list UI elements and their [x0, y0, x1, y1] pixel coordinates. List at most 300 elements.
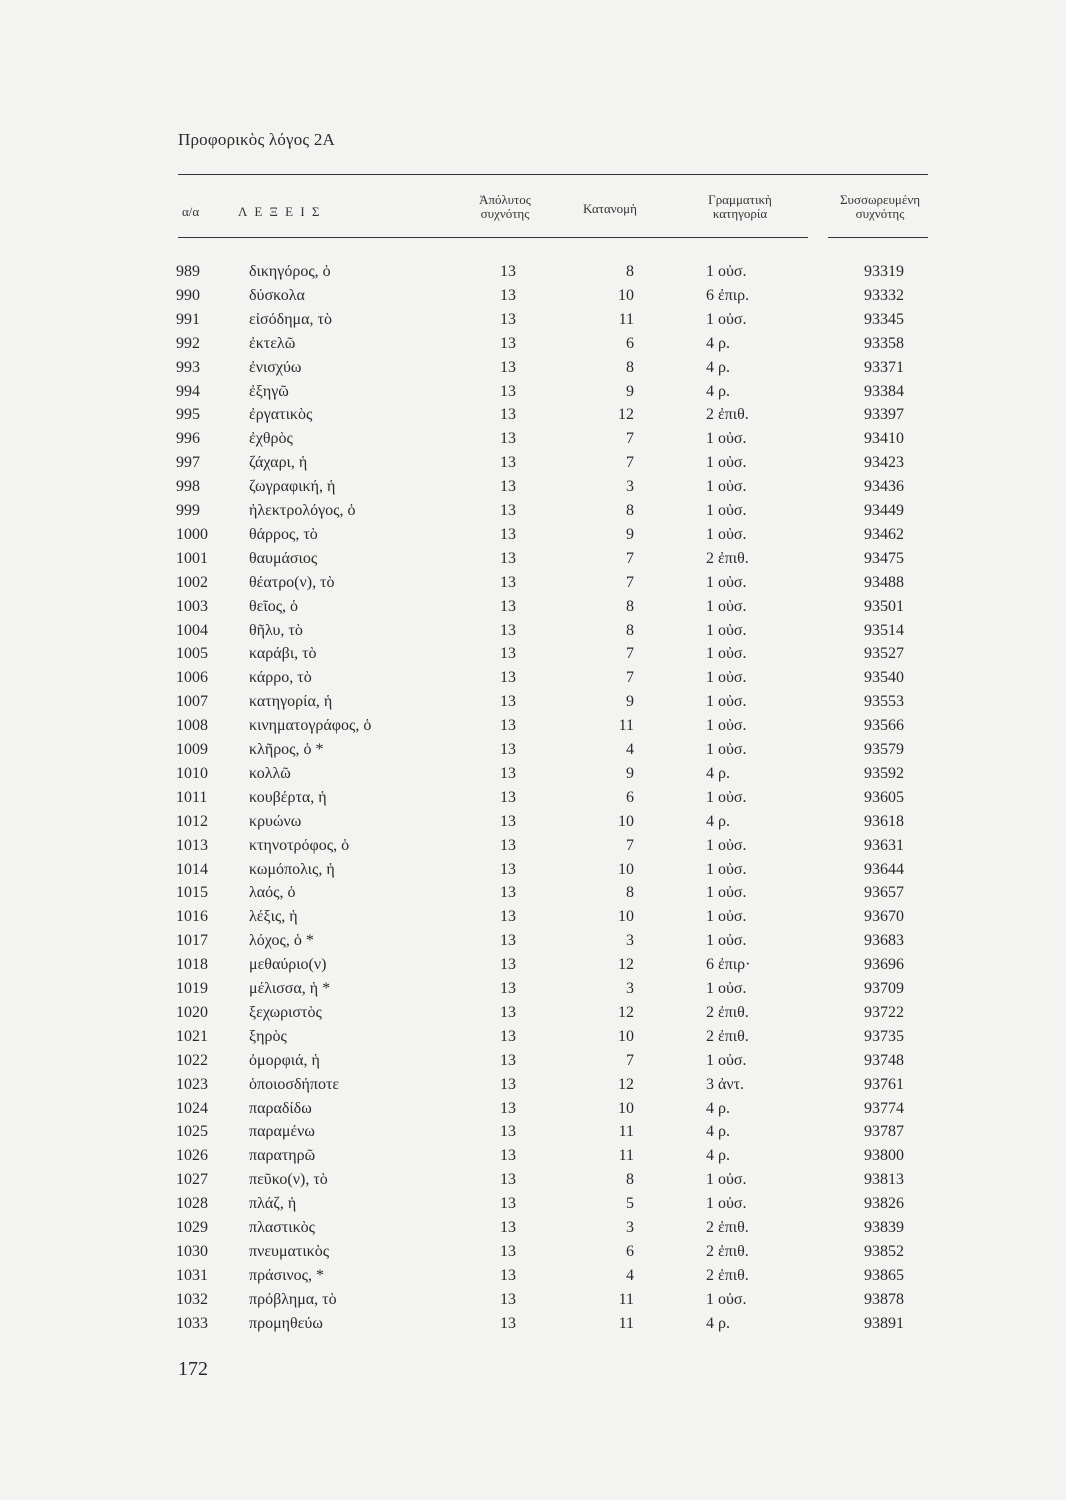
entry-number: 996 — [176, 430, 200, 448]
entry-word: δικηγόρος, ὁ — [249, 263, 331, 280]
entry-word: κάρρο, τὸ — [249, 669, 312, 687]
entry-word: μέλισσα, ἡ * — [249, 980, 331, 997]
header-rule-left — [178, 237, 808, 238]
entry-grammatical-category: 1 οὐσ. — [706, 454, 747, 472]
entry-cumulative-frequency: 93514 — [864, 621, 904, 639]
entry-number: 1023 — [176, 1075, 208, 1093]
table-row — [0, 475, 1066, 499]
entry-number: 1033 — [176, 1314, 208, 1332]
entry-number: 1014 — [176, 860, 208, 878]
entry-grammatical-category: 1 οὐσ. — [706, 621, 747, 639]
entry-distribution: 3 — [626, 478, 634, 496]
table-row — [0, 595, 1066, 619]
entry-absolute-frequency: 13 — [500, 525, 516, 543]
entry-number: 1007 — [176, 693, 208, 711]
entry-number: 1005 — [176, 645, 208, 663]
table-row — [0, 929, 1066, 953]
table-row — [0, 403, 1066, 427]
entry-word: θάρρος, τὸ — [249, 525, 318, 543]
entry-cumulative-frequency: 93332 — [864, 286, 904, 304]
table-row — [0, 308, 1066, 332]
entry-word: κτηνοτρόφος, ὁ — [249, 836, 350, 854]
table-row — [0, 1288, 1066, 1312]
entry-word: κωμόπολις, ἡ — [249, 860, 335, 878]
entry-absolute-frequency: 13 — [500, 1123, 516, 1141]
entry-absolute-frequency: 13 — [500, 908, 516, 926]
entry-cumulative-frequency: 93709 — [864, 980, 904, 997]
entry-absolute-frequency: 13 — [500, 573, 516, 591]
entry-grammatical-category: 1 οὐσ. — [706, 860, 747, 878]
table-row — [0, 523, 1066, 547]
entry-number: 1016 — [176, 908, 208, 926]
entry-distribution: 5 — [626, 1195, 634, 1213]
entry-cumulative-frequency: 93670 — [864, 908, 904, 926]
entry-cumulative-frequency: 93826 — [864, 1195, 904, 1213]
entry-number: 1012 — [176, 812, 208, 830]
entry-word: πνευματικὸς — [249, 1242, 330, 1260]
entry-absolute-frequency: 13 — [500, 884, 516, 902]
entry-absolute-frequency: 13 — [500, 597, 516, 615]
entry-absolute-frequency: 13 — [500, 764, 516, 782]
entry-grammatical-category: 2 ἐπιθ. — [706, 406, 749, 424]
entry-grammatical-category: 1 οὐσ. — [706, 1195, 747, 1213]
entry-number: 1001 — [176, 549, 208, 567]
entry-word: πλαστικὸς — [249, 1219, 315, 1236]
entry-absolute-frequency: 13 — [500, 478, 516, 496]
entry-cumulative-frequency: 93865 — [864, 1266, 904, 1284]
table-row — [0, 260, 1066, 284]
entry-grammatical-category: 1 οὐσ. — [706, 932, 747, 950]
entry-word: ἐνισχύω — [249, 358, 302, 376]
entry-distribution: 8 — [626, 1171, 634, 1189]
entry-distribution: 8 — [626, 621, 634, 639]
entry-word: θαυμάσιος — [249, 549, 318, 567]
entry-number: 998 — [176, 478, 200, 496]
entry-distribution: 7 — [626, 645, 634, 663]
entry-number: 989 — [176, 263, 200, 280]
entry-distribution: 7 — [626, 549, 634, 567]
entry-absolute-frequency: 13 — [500, 1242, 516, 1260]
entry-word: θεῖος, ὁ — [249, 597, 299, 615]
entry-grammatical-category: 1 οὐσ. — [706, 525, 747, 543]
table-row — [0, 786, 1066, 810]
entry-distribution: 10 — [618, 1027, 634, 1045]
table-row — [0, 810, 1066, 834]
entry-grammatical-category: 1 οὐσ. — [706, 884, 747, 902]
table-row — [0, 905, 1066, 929]
entry-grammatical-category: 1 οὐσ. — [706, 597, 747, 615]
entry-absolute-frequency: 13 — [500, 1099, 516, 1117]
entry-number: 1021 — [176, 1027, 208, 1045]
entry-cumulative-frequency: 93748 — [864, 1051, 904, 1069]
table-row — [0, 380, 1066, 404]
entry-absolute-frequency: 13 — [500, 1051, 516, 1069]
entry-grammatical-category: 6 ἐπιρ. — [706, 286, 750, 304]
entry-distribution: 3 — [626, 1219, 634, 1236]
entry-grammatical-category: 1 οὐσ. — [706, 669, 747, 687]
entry-grammatical-category: 1 οὐσ. — [706, 741, 747, 758]
entry-distribution: 7 — [626, 669, 634, 687]
entry-absolute-frequency: 13 — [500, 741, 516, 758]
table-row — [0, 332, 1066, 356]
entry-word: ἠλεκτρολόγος, ὁ — [249, 502, 356, 519]
entry-absolute-frequency: 13 — [500, 358, 516, 376]
entry-cumulative-frequency: 93774 — [864, 1099, 904, 1117]
entry-grammatical-category: 1 οὐσ. — [706, 717, 747, 735]
entry-cumulative-frequency: 93735 — [864, 1027, 904, 1045]
entry-grammatical-category: 1 οὐσ. — [706, 1051, 747, 1069]
table-row — [0, 714, 1066, 738]
entry-absolute-frequency: 13 — [500, 956, 516, 974]
table-row — [0, 571, 1066, 595]
entry-word: καράβι, τὸ — [249, 645, 317, 663]
entry-word: πράσινος, * — [249, 1266, 324, 1284]
entry-grammatical-category: 4 ρ. — [706, 358, 730, 376]
entry-cumulative-frequency: 93527 — [864, 645, 904, 663]
entry-distribution: 12 — [618, 1075, 634, 1093]
entry-number: 1018 — [176, 956, 208, 974]
table-row — [0, 547, 1066, 571]
entry-cumulative-frequency: 93657 — [864, 884, 904, 902]
entry-grammatical-category: 1 οὐσ. — [706, 908, 747, 926]
entry-absolute-frequency: 13 — [500, 1195, 516, 1213]
entry-distribution: 12 — [618, 956, 634, 974]
table-row — [0, 666, 1066, 690]
entry-distribution: 7 — [626, 454, 634, 472]
entry-number: 1019 — [176, 980, 208, 997]
entry-distribution: 8 — [626, 884, 634, 902]
table-row — [0, 738, 1066, 762]
entry-grammatical-category: 1 οὐσ. — [706, 1290, 747, 1308]
entry-cumulative-frequency: 93488 — [864, 573, 904, 591]
entry-grammatical-category: 4 ρ. — [706, 334, 730, 352]
page-number: 172 — [178, 1358, 208, 1380]
entry-grammatical-category: 1 οὐσ. — [706, 1171, 747, 1189]
entry-absolute-frequency: 13 — [500, 932, 516, 950]
entry-word: παρατηρῶ — [249, 1147, 316, 1165]
table-row — [0, 1025, 1066, 1049]
entry-distribution: 6 — [626, 788, 634, 806]
entry-distribution: 9 — [626, 382, 634, 400]
entry-cumulative-frequency: 93722 — [864, 1003, 904, 1021]
entry-word: εἰσόδημα, τὸ — [249, 310, 332, 328]
entry-cumulative-frequency: 93540 — [864, 669, 904, 687]
entry-word: ἐργατικὸς — [249, 406, 313, 424]
entry-word: ζωγραφική, ἡ — [249, 478, 336, 496]
entry-number: 1025 — [176, 1123, 208, 1141]
entry-absolute-frequency: 13 — [500, 812, 516, 830]
entry-word: ἐκτελῶ — [249, 334, 296, 352]
entry-grammatical-category: 2 ἐπιθ. — [706, 1219, 749, 1236]
entry-absolute-frequency: 13 — [500, 1219, 516, 1236]
entry-cumulative-frequency: 93501 — [864, 597, 904, 615]
entry-word: λαός, ὁ — [249, 884, 296, 902]
entry-word: θέατρο(ν), τὸ — [249, 573, 335, 591]
entry-absolute-frequency: 13 — [500, 286, 516, 304]
entry-cumulative-frequency: 93423 — [864, 454, 904, 472]
entry-cumulative-frequency: 93839 — [864, 1219, 904, 1236]
entry-grammatical-category: 2 ἐπιθ. — [706, 1003, 749, 1021]
entry-grammatical-category: 1 οὐσ. — [706, 788, 747, 806]
entry-number: 999 — [176, 502, 200, 519]
entry-absolute-frequency: 13 — [500, 1266, 516, 1284]
table-row — [0, 690, 1066, 714]
entry-absolute-frequency: 13 — [500, 836, 516, 854]
table-row — [0, 356, 1066, 380]
entry-grammatical-category: 2 ἐπιθ. — [706, 1027, 749, 1045]
entry-distribution: 7 — [626, 430, 634, 448]
entry-absolute-frequency: 13 — [500, 406, 516, 424]
entry-distribution: 7 — [626, 573, 634, 591]
entry-grammatical-category: 1 οὐσ. — [706, 502, 747, 519]
entry-grammatical-category: 6 ἐπιρ· — [706, 956, 751, 974]
entry-grammatical-category: 1 οὐσ. — [706, 430, 747, 448]
entry-grammatical-category: 1 οὐσ. — [706, 693, 747, 711]
entry-number: 1028 — [176, 1195, 208, 1213]
entry-absolute-frequency: 13 — [500, 693, 516, 711]
table-row — [0, 427, 1066, 451]
entry-absolute-frequency: 13 — [500, 1003, 516, 1021]
entry-cumulative-frequency: 93891 — [864, 1314, 904, 1332]
entry-number: 1030 — [176, 1242, 208, 1260]
entry-number: 1022 — [176, 1051, 208, 1069]
entry-number: 992 — [176, 334, 200, 352]
entry-cumulative-frequency: 93618 — [864, 812, 904, 830]
entry-number: 1000 — [176, 525, 208, 543]
entry-word: πρόβλημα, τὸ — [249, 1290, 337, 1308]
entry-distribution: 7 — [626, 1051, 634, 1069]
entry-number: 1003 — [176, 597, 208, 615]
header-absolute-frequency: Ἀπόλυτος συχνότης — [479, 192, 531, 221]
entry-cumulative-frequency: 93345 — [864, 310, 904, 328]
entry-word: ὁποιοσδήποτε — [249, 1075, 340, 1093]
table-row — [0, 1264, 1066, 1288]
entry-absolute-frequency: 13 — [500, 980, 516, 997]
entry-number: 1011 — [176, 788, 208, 806]
entry-distribution: 11 — [618, 717, 634, 735]
entry-absolute-frequency: 13 — [500, 1147, 516, 1165]
entry-cumulative-frequency: 93631 — [864, 836, 904, 854]
entry-cumulative-frequency: 93397 — [864, 406, 904, 424]
table-row — [0, 1001, 1066, 1025]
entry-word: κλῆρος, ὁ * — [249, 741, 324, 758]
entry-cumulative-frequency: 93605 — [864, 788, 904, 806]
entry-grammatical-category: 4 ρ. — [706, 1314, 730, 1332]
entry-cumulative-frequency: 93553 — [864, 693, 904, 711]
entry-distribution: 10 — [618, 286, 634, 304]
entry-word: προμηθεύω — [249, 1314, 323, 1332]
entry-grammatical-category: 3 ἀντ. — [706, 1075, 745, 1093]
entry-distribution: 7 — [626, 836, 634, 854]
table-row — [0, 953, 1066, 977]
entry-number: 1015 — [176, 884, 208, 902]
entry-distribution: 9 — [626, 525, 634, 543]
entry-word: κρυώνω — [249, 812, 302, 830]
entry-distribution: 9 — [626, 693, 634, 711]
header-aa: α/α — [182, 204, 200, 219]
entry-absolute-frequency: 13 — [500, 621, 516, 639]
entry-cumulative-frequency: 93683 — [864, 932, 904, 950]
entry-word: ἐχθρὸς — [249, 430, 293, 448]
top-rule — [178, 174, 928, 175]
entry-distribution: 11 — [618, 1123, 634, 1141]
table-row — [0, 451, 1066, 475]
entry-absolute-frequency: 13 — [500, 310, 516, 328]
entry-cumulative-frequency: 93475 — [864, 549, 904, 567]
entry-word: ὀμορφιά, ἡ — [249, 1051, 320, 1069]
entry-grammatical-category: 2 ἐπιθ. — [706, 549, 749, 567]
entry-cumulative-frequency: 93592 — [864, 764, 904, 782]
entry-grammatical-category: 4 ρ. — [706, 1147, 730, 1165]
table-row — [0, 1168, 1066, 1192]
entry-absolute-frequency: 13 — [500, 1075, 516, 1093]
entry-grammatical-category: 2 ἐπιθ. — [706, 1242, 749, 1260]
entry-cumulative-frequency: 93852 — [864, 1242, 904, 1260]
entry-absolute-frequency: 13 — [500, 669, 516, 687]
entry-grammatical-category: 4 ρ. — [706, 764, 730, 782]
entry-cumulative-frequency: 93462 — [864, 525, 904, 543]
entry-distribution: 6 — [626, 1242, 634, 1260]
table-row — [0, 1240, 1066, 1264]
header-grammatical-category: Γραμματικὴ κατηγορία — [708, 192, 772, 221]
table-row — [0, 1144, 1066, 1168]
entry-word: παραμένω — [249, 1123, 315, 1141]
header-distribution: Κατανομὴ — [583, 201, 637, 216]
entry-number: 990 — [176, 286, 200, 304]
entry-distribution: 12 — [618, 1003, 634, 1021]
entry-distribution: 3 — [626, 932, 634, 950]
entry-cumulative-frequency: 93787 — [864, 1123, 904, 1141]
table-row — [0, 858, 1066, 882]
entry-number: 1017 — [176, 932, 208, 950]
entry-grammatical-category: 4 ρ. — [706, 1123, 730, 1141]
table-row — [0, 619, 1066, 643]
entry-distribution: 4 — [626, 1266, 634, 1284]
entry-word: παραδίδω — [249, 1099, 312, 1117]
entry-number: 1004 — [176, 621, 208, 639]
entry-grammatical-category: 4 ρ. — [706, 382, 730, 400]
entry-grammatical-category: 1 οὐσ. — [706, 263, 747, 280]
entry-grammatical-category: 4 ρ. — [706, 1099, 730, 1117]
entry-word: κολλῶ — [249, 764, 291, 782]
entry-word: ζάχαρι, ἡ — [249, 454, 308, 472]
entry-word: λέξις, ἡ — [249, 908, 298, 926]
entry-cumulative-frequency: 93696 — [864, 956, 904, 974]
entry-distribution: 10 — [618, 1099, 634, 1117]
entry-number: 1008 — [176, 717, 208, 735]
entry-grammatical-category: 2 ἐπιθ. — [706, 1266, 749, 1284]
entry-absolute-frequency: 13 — [500, 334, 516, 352]
entry-cumulative-frequency: 93371 — [864, 358, 904, 376]
entry-absolute-frequency: 13 — [500, 788, 516, 806]
entry-number: 997 — [176, 454, 200, 472]
table-row — [0, 1192, 1066, 1216]
entry-grammatical-category: 1 οὐσ. — [706, 310, 747, 328]
entry-absolute-frequency: 13 — [500, 430, 516, 448]
entry-distribution: 11 — [618, 1147, 634, 1165]
table-row — [0, 642, 1066, 666]
entry-word: μεθαύριο(ν) — [249, 956, 327, 974]
table-row — [0, 499, 1066, 523]
entry-distribution: 4 — [626, 741, 634, 758]
entry-number: 1026 — [176, 1147, 208, 1165]
entry-word: ἐξηγῶ — [249, 382, 289, 400]
entry-word: πεῦκο(ν), τὸ — [249, 1171, 328, 1189]
entry-number: 1020 — [176, 1003, 208, 1021]
entry-absolute-frequency: 13 — [500, 382, 516, 400]
entry-number: 993 — [176, 358, 200, 376]
entry-absolute-frequency: 13 — [500, 263, 516, 280]
header-words: Λ Ε Ξ Ε Ι Σ — [238, 204, 322, 219]
entry-cumulative-frequency: 93813 — [864, 1171, 904, 1189]
header-rule-right — [828, 237, 928, 238]
entry-grammatical-category: 1 οὐσ. — [706, 645, 747, 663]
entry-absolute-frequency: 13 — [500, 1027, 516, 1045]
entry-cumulative-frequency: 93384 — [864, 382, 904, 400]
table-row — [0, 977, 1066, 1001]
entry-number: 1032 — [176, 1290, 208, 1308]
entry-number: 1013 — [176, 836, 208, 854]
entry-word: πλάζ, ἡ — [249, 1195, 297, 1213]
entry-cumulative-frequency: 93449 — [864, 502, 904, 519]
entry-word: δύσκολα — [249, 286, 305, 304]
entry-cumulative-frequency: 93566 — [864, 717, 904, 735]
table-row — [0, 1073, 1066, 1097]
entry-cumulative-frequency: 93319 — [864, 263, 904, 280]
entry-distribution: 10 — [618, 812, 634, 830]
entry-absolute-frequency: 13 — [500, 860, 516, 878]
page-title: Προφορικὸς λόγος 2Α — [178, 130, 335, 149]
entry-absolute-frequency: 13 — [500, 454, 516, 472]
header-cumulative-frequency: Συσσωρευμένη συχνότης — [839, 192, 921, 221]
entry-cumulative-frequency: 93644 — [864, 860, 904, 878]
entry-distribution: 3 — [626, 980, 634, 997]
entry-distribution: 11 — [618, 1290, 634, 1308]
entry-distribution: 8 — [626, 263, 634, 280]
entry-number: 995 — [176, 406, 200, 424]
entry-cumulative-frequency: 93761 — [864, 1075, 904, 1093]
entry-distribution: 8 — [626, 502, 634, 519]
entry-word: ξηρὸς — [249, 1027, 287, 1045]
entry-cumulative-frequency: 93410 — [864, 430, 904, 448]
entry-number: 994 — [176, 382, 200, 400]
entry-word: κινηματογράφος, ὁ — [249, 717, 372, 735]
entry-distribution: 6 — [626, 334, 634, 352]
entry-grammatical-category: 1 οὐσ. — [706, 478, 747, 496]
entry-grammatical-category: 1 οὐσ. — [706, 836, 747, 854]
table-row — [0, 1216, 1066, 1240]
entry-number: 1010 — [176, 764, 208, 782]
entry-distribution: 9 — [626, 764, 634, 782]
entry-number: 1031 — [176, 1266, 208, 1284]
entry-number: 1006 — [176, 669, 208, 687]
table-row — [0, 1312, 1066, 1336]
entry-word: θῆλυ, τὸ — [249, 621, 303, 639]
table-row — [0, 284, 1066, 308]
entry-grammatical-category: 1 οὐσ. — [706, 573, 747, 591]
entry-word: ξεχωριστὸς — [249, 1003, 322, 1021]
entry-distribution: 10 — [618, 908, 634, 926]
entry-absolute-frequency: 13 — [500, 717, 516, 735]
entry-number: 1029 — [176, 1219, 208, 1236]
entry-cumulative-frequency: 93358 — [864, 334, 904, 352]
entry-number: 1024 — [176, 1099, 208, 1117]
entry-word: κουβέρτα, ἡ — [249, 788, 327, 806]
entry-cumulative-frequency: 93878 — [864, 1290, 904, 1308]
entry-distribution: 11 — [618, 310, 634, 328]
entry-distribution: 10 — [618, 860, 634, 878]
entry-absolute-frequency: 13 — [500, 549, 516, 567]
